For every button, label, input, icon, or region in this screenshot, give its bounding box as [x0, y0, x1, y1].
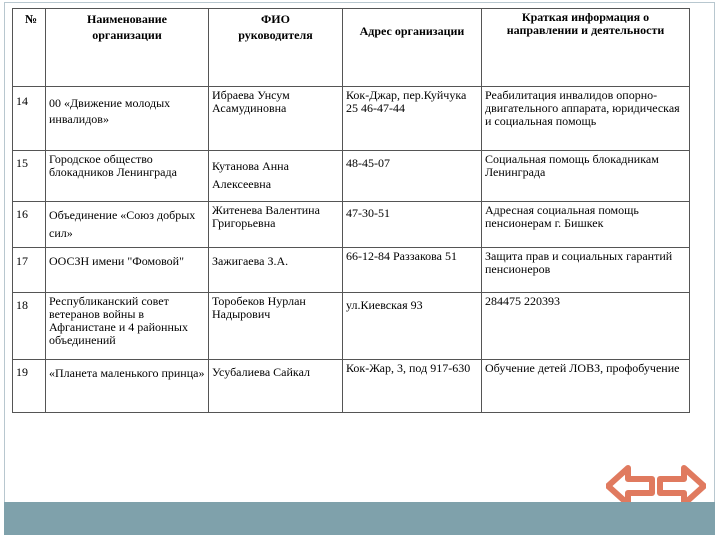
cell-director: Ибраева Унсум Асамудиновна	[209, 87, 343, 151]
table-header-row	[13, 9, 690, 87]
header-info: Краткая информация о направлении и деятельности	[482, 9, 690, 87]
arrow-right-icon[interactable]	[660, 468, 704, 504]
cell-director: Кутанова Анна Алексеевна	[209, 151, 343, 202]
cell-number: 19	[13, 360, 46, 413]
cell-org-name: 00 «Движение молодых инвалидов»	[46, 87, 209, 151]
cell-info: Обучение детей ЛОВЗ, профобучение	[482, 360, 690, 413]
header-number: №	[13, 9, 46, 87]
cell-address: Кок-Джар, пер.Куйчука 25 46-47-44	[343, 87, 482, 151]
table-row	[13, 87, 690, 151]
cell-info: 284475 220393	[482, 293, 690, 360]
header-org-name: Наименование организации	[46, 9, 209, 87]
cell-org-name: «Планета маленького принца»	[46, 360, 209, 413]
cell-address: ул.Киевская 93	[343, 293, 482, 360]
cell-number: 16	[13, 202, 46, 248]
cell-director: Житенева Валентина Григорьевна	[209, 202, 343, 248]
arrow-left-icon[interactable]	[608, 468, 652, 504]
cell-address: 47-30-51	[343, 202, 482, 248]
cell-org-name: Городское общество блокадников Ленинграда	[46, 151, 209, 202]
cell-info: Защита прав и социальных гарантий пенсионеров	[482, 248, 690, 293]
cell-number: 18	[13, 293, 46, 360]
cell-director: Торобеков Нурлан Надырович	[209, 293, 343, 360]
table-row	[13, 248, 690, 293]
cell-director: Усубалиева Сайкал	[209, 360, 343, 413]
cell-address: 48-45-07	[343, 151, 482, 202]
table-row	[13, 360, 690, 413]
cell-info: Реабилитация инвалидов опорно-двигательного аппарата, юридическая и социальная помощь	[482, 87, 690, 151]
cell-address: 66-12-84 Раззакова 51	[343, 248, 482, 293]
cell-info: Адресная социальная помощь пенсионерам г. Бишкек	[482, 202, 690, 248]
cell-number: 15	[13, 151, 46, 202]
cell-info: Социальная помощь блокадникам Ленинграда	[482, 151, 690, 202]
table-row	[13, 151, 690, 202]
cell-address: Кок-Жар, 3, под 917-630	[343, 360, 482, 413]
header-director: ФИО руководителя	[209, 9, 343, 87]
cell-org-name: ООСЗН имени "Фомовой"	[46, 248, 209, 293]
cell-org-name: Объединение «Союз добрых сил»	[46, 202, 209, 248]
cell-director: Зажигаева З.А.	[209, 248, 343, 293]
table-row	[13, 202, 690, 248]
cell-number: 14	[13, 87, 46, 151]
cell-org-name: Республиканский совет ветеранов войны в Афганистане и 4 районных объединений	[46, 293, 209, 360]
cell-number: 17	[13, 248, 46, 293]
table-row	[13, 293, 690, 360]
bottom-bar	[4, 502, 715, 535]
header-address: Адрес организации	[343, 9, 482, 87]
organizations-table	[12, 8, 690, 413]
